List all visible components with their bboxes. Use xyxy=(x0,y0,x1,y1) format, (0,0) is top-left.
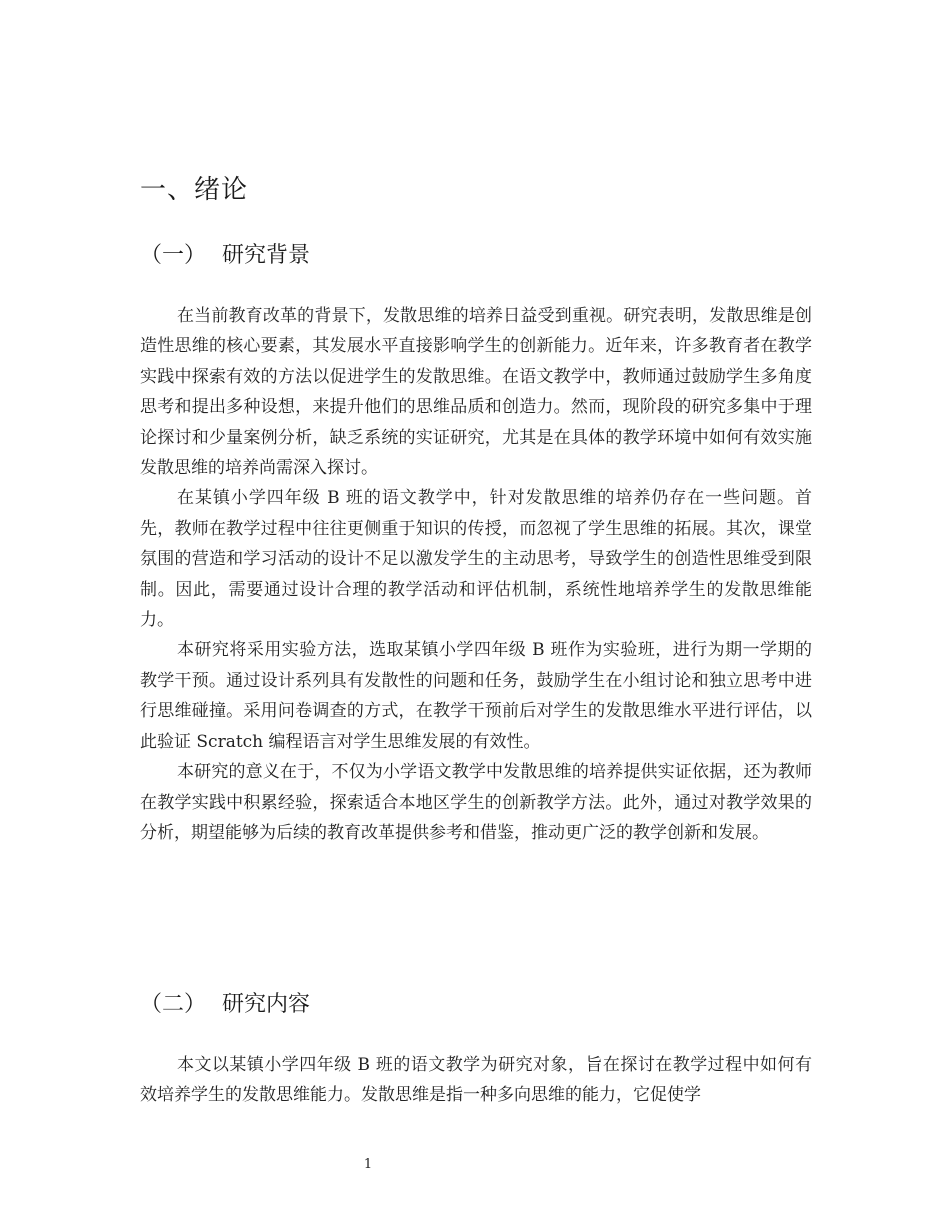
paragraph: 本研究将采用实验方法，选取某镇小学四年级 B 班作为实验班，进行为期一学期的教学干预。通过设计系列具有发散性的问题和任务，鼓励学生在小组讨论和独立思考中进行思维碰撞。采用问卷调查的方式，在教学干预前后对学生的发散思维水平进行评估，以此验证 Scratch 编程语言对学生思维发展的有效性。 xyxy=(140,640,812,752)
section-title: 研究内容 xyxy=(222,992,311,1017)
paragraph: 本文以某镇小学四年级 B 班的语文教学为研究对象，旨在探讨在教学过程中如何有效培养学生的发散思维能力。发散思维是指一种多向思维的能力，它促使学 xyxy=(140,1055,812,1106)
paragraph: 在某镇小学四年级 B 班的语文教学中，针对发散思维的培养仍存在一些问题。首先，教师在教学过程中往往更侧重于知识的传授，而忽视了学生思维的拓展。其次，课堂氛围的营造和学习活动的设计不足以激发学生的主动思考，导致学生的创造性思维受到限制。因此，需要通过设计合理的教学活动和评估机制，系统性地培养学生的发散思维能力。 xyxy=(140,488,812,631)
section-heading-content xyxy=(140,988,310,1022)
paragraph: 本研究的意义在于，不仅为小学语文教学中发散思维的培养提供实证依据，还为教师在教学实践中积累经验，探索适合本地区学生的创新教学方法。此外，通过对教学效果的分析，期望能够为后续的教育改革提供参考和借鉴，推动更广泛的教学创新和发展。 xyxy=(140,762,812,843)
section-number: （二） xyxy=(140,992,207,1017)
section-number: （一） xyxy=(140,243,207,268)
chapter-heading: 一、绪论 xyxy=(140,175,249,205)
section-title: 研究背景 xyxy=(222,243,311,268)
page-number: 1 xyxy=(363,1157,373,1172)
section-heading-background xyxy=(140,239,310,273)
section-body-background xyxy=(140,301,812,848)
section-body-content xyxy=(140,1050,812,1111)
paragraph: 在当前教育改革的背景下，发散思维的培养日益受到重视。研究表明，发散思维是创造性思维的核心要素，其发展水平直接影响学生的创新能力。近年来，许多教育者在教学实践中探索有效的方法以促进学生的发散思维。在语文教学中，教师通过鼓励学生多角度思考和提出多种设想，来提升他们的思维品质和创造力。然而，现阶段的研究多集中于理论探讨和少量案例分析，缺乏系统的实证研究，尤其是在具体的教学环境中如何有效实施发散思维的培养尚需深入探讨。 xyxy=(140,306,812,479)
